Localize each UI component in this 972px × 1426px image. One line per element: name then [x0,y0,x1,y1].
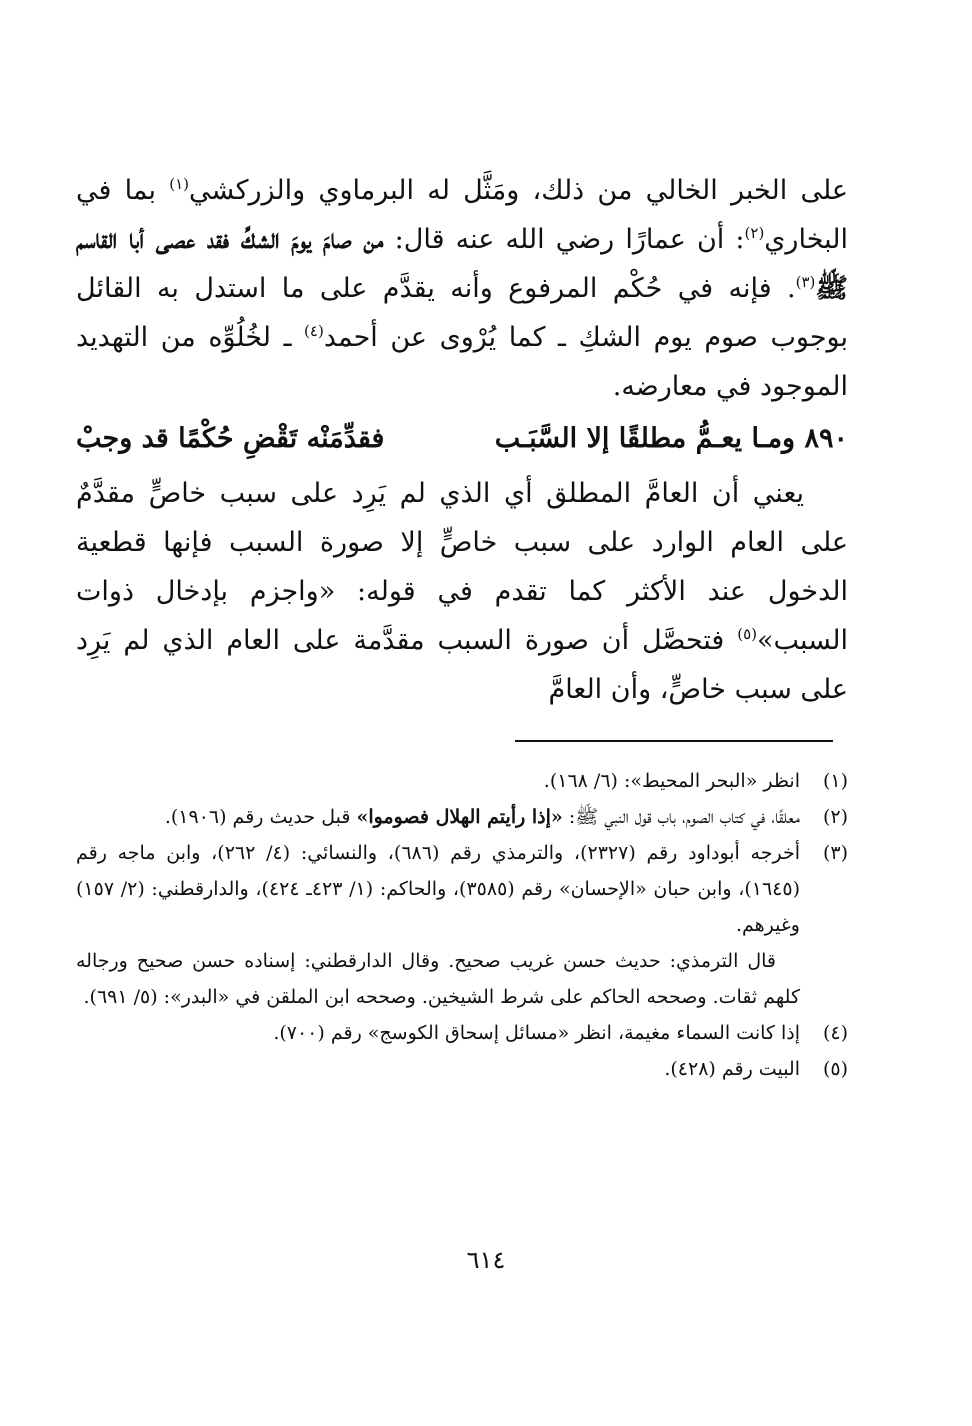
footnote-separator [515,740,833,742]
footnote-number: (١) [822,770,848,792]
verse-second-hemistich: فقدِّمَنْه تَقْضِ حُكْمًا قد وجبْ [76,423,385,454]
footnote-2 [76,799,848,835]
footnote-3-continuation: قال الترمذي: حديث حسن غريب صحيح. وقال الدارقطني: إسناده حسن صحيح ورجاله كلهم ثقات. وصححه الحاكم على شرط الشيخين. وصححه ابن الملقن في «البدر»: (٥/ ٦٩١). [76,950,800,1008]
text-run: فتحصَّل أن صورة السبب مقدَّمة على العام الذي لم يَرِد على سبب خاصٍّ، وأن العامَّ [76,625,848,705]
verse-first-hemistich: ٨٩٠ ومـا يعـمُّ مطلقًا إلا السَّبَـب [494,423,848,454]
paragraph-1 [76,166,848,411]
hadith-title: «إذا رأيتم الهلال فصوموا» [356,806,563,828]
footnote-number: (٤) [822,1022,848,1044]
text-run: على الخبر الخالي من ذلك، ومَثَّل له البرماوي والزركشي [189,175,848,206]
footnote-3 [76,835,848,943]
paragraph-2 [76,469,848,714]
footnote-1 [76,763,848,799]
main-text [76,166,848,714]
text-run: : أن عمارًا رضي الله عنه قال: [383,224,745,255]
footnote-ref-2[interactable]: (٢) [744,224,765,242]
page-number: ٦١٤ [466,1246,506,1274]
hadith-quote: من صامَ يومَ الشكِّ فقد عصى أبا القاسم ﷺ [76,224,848,304]
footnote-text: انظر «البحر المحيط»: (٦/ ١٦٨). [543,770,800,792]
footnote-number: (٢) [822,806,848,828]
text-run: بما في البخاري [76,175,848,255]
footnote-ref-1[interactable]: (١) [169,175,189,193]
text-run: يعني أن العامَّ المطلق أي الذي لم يَرِد على سبب خاصٍّ مقدَّمٌ على العام الوارد على سبب خاصٍّ إلا صورة السبب فإنها قطعية الدخول عند الأكثر كما تقدم في قوله: «واجزم بإدخال ذوات السبب» [76,478,848,656]
footnote-text: أخرجه أبوداود رقم (٢٣٢٧)، والترمذي رقم (٦٨٦)، والنسائي: (٤/ ٢٦٢)، وابن ماجه رقم (١٦٤٥)، وابن حبان «الإحسان» رقم (٣٥٨٥)، والحاكم: (١/ ٤٢٣ـ ٤٢٤)، والدارقطني: (٢/ ١٥٧) وغيرهم. [76,842,800,936]
text-run: . فإنه في حُكْم المرفوع وأنه يقدَّم على ما استدل به القائل بوجوب صوم يوم الشكِ ـ كما يُرْوى عن أحمد [76,273,849,353]
footnote-ref-4[interactable]: (٤) [304,322,324,340]
footnote-ref-3[interactable]: (٣) [795,273,816,291]
footnote-ref-5[interactable]: (٥) [737,625,757,643]
footnote-text [76,799,800,835]
verse-line [76,413,848,465]
footnote-number: (٣) [822,842,848,864]
text-run: ـ لخُلُوِّه من التهديد الموجود في معارضه. [76,322,848,402]
footnote-text: البيت رقم (٤٢٨). [664,1058,800,1080]
text-run: قبل حديث رقم (١٩٠٦). [164,806,357,828]
footnote-4 [76,1015,848,1051]
footnote-number: (٥) [822,1058,848,1080]
text-run: معلقًا، في كتاب الصوم، باب قول النبي ﷺ: [562,806,800,828]
footnotes [76,763,848,1087]
footnote-text: إذا كانت السماء مغيمة، انظر «مسائل إسحاق الكوسج» رقم (٧٠٠). [273,1022,800,1044]
footnote-5 [76,1051,848,1087]
